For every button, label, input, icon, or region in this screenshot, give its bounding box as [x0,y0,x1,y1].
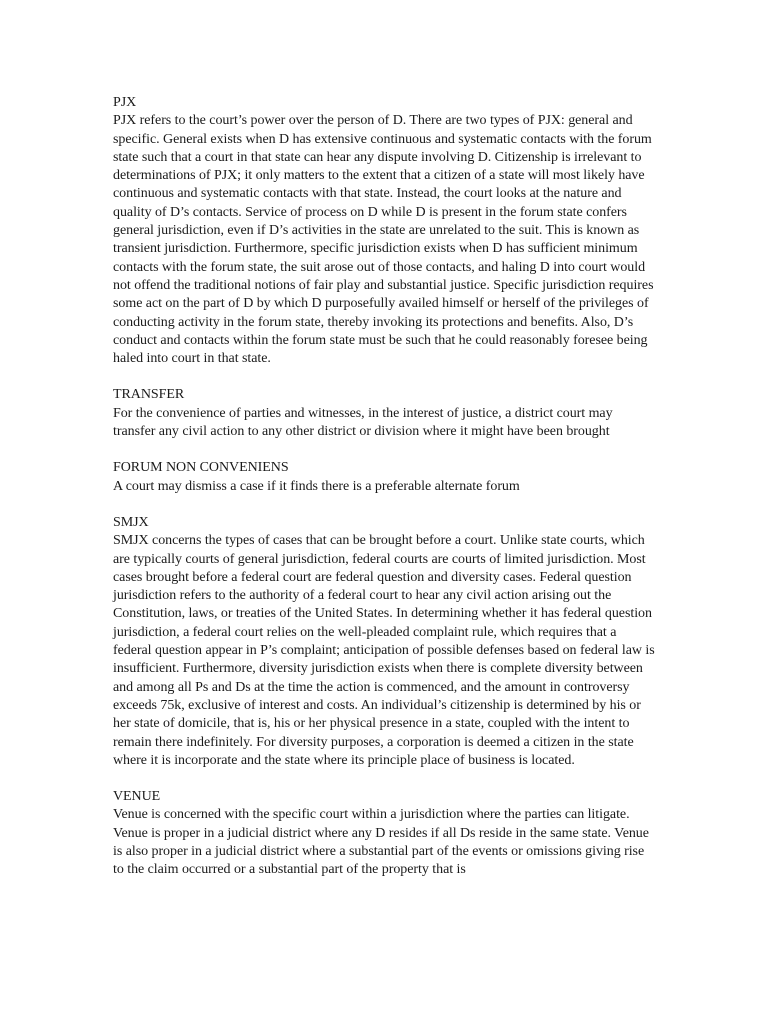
section-smjx [113,514,658,770]
section-venue [113,788,658,879]
section-heading: VENUE [113,789,161,805]
section-heading: SMJX [113,514,149,530]
section-body: Venue is concerned with the specific court within a jurisdiction where the parties can litigate. Venue is proper in a judicial district where any D resides if all Ds reside in the same state. Venue is also proper in a judicial district where a substantial part of the events or omissions giving rise to the claim occurred or a substantial part of the property that is [113,807,649,878]
section-body: For the convenience of parties and witnesses, in the interest of justice, a district court may transfer any civil action to any other district or division where it might have been brought [113,405,613,440]
section-forum-non-conveniens [113,459,658,496]
section-heading: TRANSFER [113,387,185,403]
document-page [113,94,658,898]
section-heading: PJX [113,95,137,110]
section-transfer [113,386,658,441]
section-heading: FORUM NON CONVENIENS [113,460,289,476]
section-body: A court may dismiss a case if it finds there is a preferable alternate forum [113,478,520,494]
section-body: PJX refers to the court’s power over the person of D. There are two types of PJX: general and specific. General exists when D has extensive continuous and systematic contacts with the forum state such that a court in that state can hear any dispute involving D. Citizenship is irrelevant to determinations of PJX; it only matters to the extent that a citizen of a state will most likely have continuous and systematic contacts with that state. Instead, the court looks at the nature and quality of D’s contacts. Service of process on D while D is present in the forum state confers general jurisdiction, even if D’s activities in the state are unrelated to the suit. This is known as transient jurisdiction. Furthermore, specific jurisdiction exists when D has sufficient minimum contacts with the forum state, the suit arose out of those contacts, and haling D into court would not offend the traditional notions of fair play and substantial justice. Specific jurisdiction requires some act on the part of D by which D purposefully availed himself or herself of the privileges of conducting activity in the forum state, thereby invoking its protections and benefits. Also, D’s conduct and contacts within the forum state must be such that he could reasonably foresee being haled into court in that state. [113,113,654,367]
section-pjx [113,94,658,368]
section-body: SMJX concerns the types of cases that can be brought before a court. Unlike state courts, which are typically courts of general jurisdiction, federal courts are courts of limited jurisdiction. Most cases brought before a federal court are federal question and diversity cases. Federal question jurisdiction refers to the authority of a federal court to hear any civil action arising out the Constitution, laws, or treaties of the United States. In determining whether it has federal question jurisdiction, a federal court relies on the well-pleaded complaint rule, which requires that a federal question appear in P’s complaint; anticipation of possible defenses based on federal law is insufficient. Furthermore, diversity jurisdiction exists when there is complete diversity between and among all Ps and Ds at the time the action is commenced, and the amount in controversy exceeds 75k, exclusive of interest and costs. An individual’s citizenship is determined by his or her state of domicile, that is, his or her physical presence in a state, coupled with the intent to remain there indefinitely. For diversity purposes, a corporation is deemed a citizen in the state where it is incorporate and the state where its principle place of business is located. [113,533,655,768]
